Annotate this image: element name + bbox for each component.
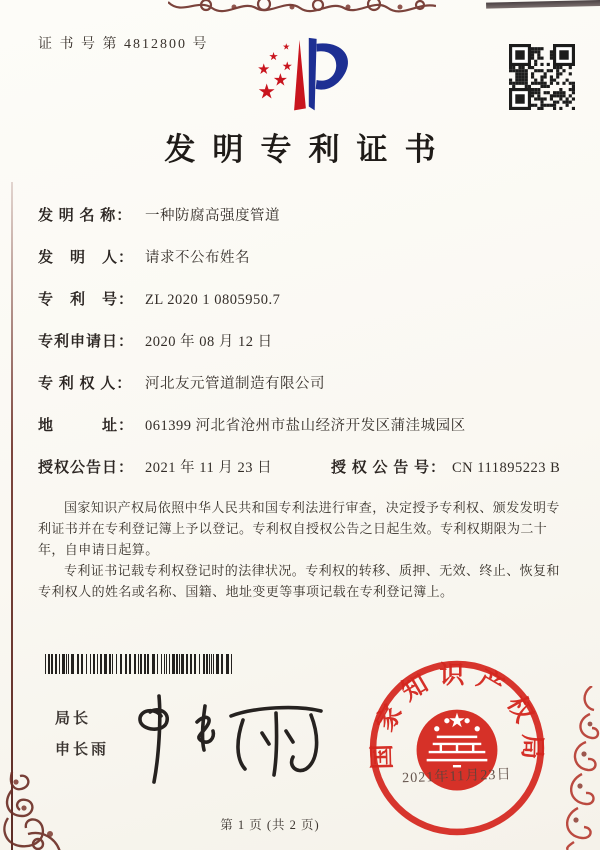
certificate-number: 证 书 号 第 4812800 号 — [38, 37, 209, 52]
director-block — [55, 703, 109, 765]
director-title: 局长 — [55, 710, 92, 727]
certificate-title: 发明专利证书 — [164, 132, 453, 167]
bottom-left-ornament — [0, 772, 68, 850]
barcode — [45, 654, 235, 674]
qr-code — [509, 44, 575, 110]
official-seal — [366, 657, 548, 839]
field-value: 河北友元管道制造有限公司 — [145, 376, 325, 392]
field-application-date — [38, 330, 572, 372]
logo-blue-p — [309, 38, 348, 110]
patent-office-logo — [240, 34, 358, 128]
logo-stars — [258, 43, 292, 98]
left-border-line — [11, 182, 13, 850]
field-value: 2020 年 08 月 12 日 — [145, 334, 273, 350]
field-value: 一种防腐高强度管道 — [145, 208, 280, 224]
director-name: 申长雨 — [55, 741, 110, 758]
legal-text — [38, 497, 564, 602]
field-label: 地 址： — [38, 418, 135, 434]
grant-number-group — [331, 456, 560, 477]
top-border-ornament — [168, 0, 436, 16]
field-inventor — [38, 246, 572, 288]
seal-date: 2021年11月23日 — [401, 766, 512, 787]
field-value: 请求不公布姓名 — [145, 250, 250, 266]
grant-number-value: CN 111895223 B — [452, 460, 561, 476]
field-label: 发 明 人： — [38, 250, 135, 266]
top-right-edge-line — [486, 0, 600, 9]
field-value: 061399 河北省沧州市盐山经济开发区蒲洼城园区 — [145, 418, 466, 434]
director-signature — [125, 686, 340, 790]
grant-number-label: 授 权 公 告 号： — [331, 460, 447, 476]
field-list — [38, 204, 572, 498]
field-patentee — [38, 372, 572, 414]
grant-date-value: 2021 年 11 月 23 日 — [145, 460, 273, 476]
seal-ring-text: 国家知识产权局 — [367, 661, 547, 770]
field-grant-announcement — [38, 456, 572, 498]
grant-date-label: 授权公告日： — [38, 460, 135, 476]
field-invention-name — [38, 204, 572, 246]
field-label: 发 明 名 称： — [38, 208, 133, 224]
field-patent-number — [38, 288, 572, 330]
field-address — [38, 414, 572, 456]
field-label: 专 利 号： — [38, 292, 135, 308]
field-label: 专利申请日： — [38, 334, 135, 350]
logo-red-wedge — [294, 40, 306, 111]
field-value: ZL 2020 1 0805950.7 — [145, 292, 281, 308]
field-label: 专 利 权 人： — [38, 376, 133, 392]
bottom-right-ornament — [540, 686, 600, 850]
legal-paragraph-2: 专利证书记载专利权登记时的法律状况。专利权的转移、质押、无效、终止、恢复和专利权人的姓名或名称、国籍、地址变更等事项记载在专利登记簿上。 — [38, 563, 560, 599]
legal-paragraph-1: 国家知识产权局依照中华人民共和国专利法进行审查，决定授予专利权、颁发发明专利证书并在专利登记簿上予以登记。专利权自授权公告之日起生效。专利权期限为二十年，自申请日起算。 — [38, 500, 560, 557]
page-number: 第 1 页 (共 2 页) — [220, 818, 320, 832]
